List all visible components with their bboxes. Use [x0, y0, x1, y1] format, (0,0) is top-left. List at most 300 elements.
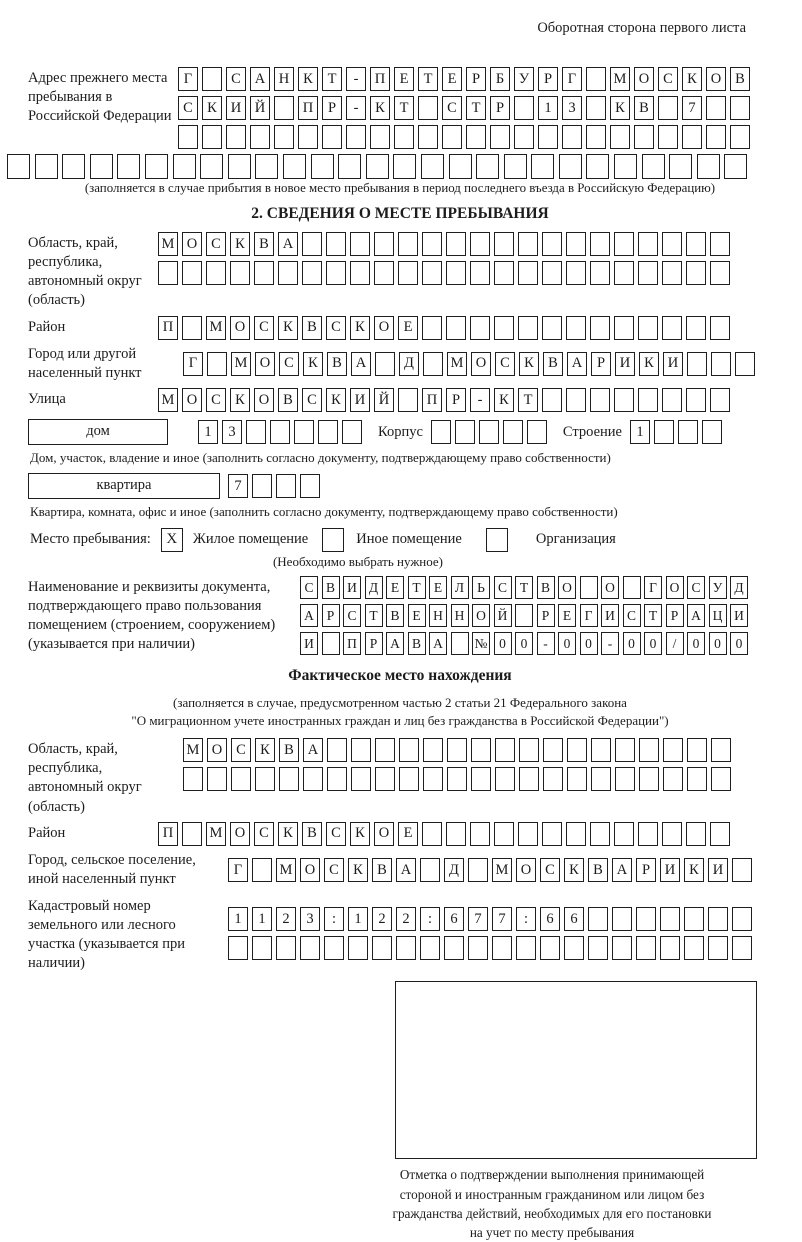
char-cell[interactable]	[423, 738, 443, 762]
char-cell[interactable]	[678, 420, 698, 444]
char-cell[interactable]: С	[231, 738, 251, 762]
char-cell[interactable]	[255, 767, 275, 791]
char-cell[interactable]	[586, 67, 606, 91]
char-cell[interactable]	[178, 125, 198, 149]
char-cell[interactable]	[503, 420, 523, 444]
char-cell[interactable]	[303, 767, 323, 791]
char-cell[interactable]	[494, 316, 514, 340]
char-cell[interactable]: О	[207, 738, 227, 762]
char-cell[interactable]	[470, 232, 490, 256]
char-cell[interactable]	[686, 316, 706, 340]
char-cell[interactable]	[255, 154, 278, 179]
char-cell[interactable]	[614, 316, 634, 340]
char-cell[interactable]	[7, 154, 30, 179]
char-cell[interactable]: 0	[515, 632, 533, 655]
char-cell[interactable]	[145, 154, 168, 179]
char-cell[interactable]	[418, 96, 438, 120]
char-cell[interactable]: Р	[365, 632, 383, 655]
char-cell[interactable]	[686, 232, 706, 256]
char-cell[interactable]: Д	[365, 576, 383, 599]
char-cell[interactable]: 0	[494, 632, 512, 655]
char-cell[interactable]	[663, 738, 683, 762]
char-cell[interactable]	[711, 767, 731, 791]
char-cell[interactable]: Р	[538, 67, 558, 91]
char-cell[interactable]	[375, 738, 395, 762]
char-cell[interactable]	[543, 738, 563, 762]
char-cell[interactable]	[638, 822, 658, 846]
char-cell[interactable]: Е	[398, 822, 418, 846]
char-cell[interactable]: У	[514, 67, 534, 91]
char-cell[interactable]	[207, 352, 227, 376]
char-cell[interactable]	[610, 125, 630, 149]
char-cell[interactable]	[687, 767, 707, 791]
char-cell[interactable]	[614, 261, 634, 285]
char-cell[interactable]: П	[298, 96, 318, 120]
char-cell[interactable]: 1	[198, 420, 218, 444]
char-cell[interactable]: О	[558, 576, 576, 599]
char-cell[interactable]: М	[206, 822, 226, 846]
char-cell[interactable]: К	[348, 858, 368, 882]
char-cell[interactable]: Р	[322, 96, 342, 120]
char-cell[interactable]	[231, 767, 251, 791]
char-cell[interactable]	[446, 822, 466, 846]
char-cell[interactable]	[399, 738, 419, 762]
char-cell[interactable]	[202, 67, 222, 91]
char-cell[interactable]	[326, 261, 346, 285]
char-cell[interactable]	[350, 232, 370, 256]
char-cell[interactable]	[302, 232, 322, 256]
char-cell[interactable]	[724, 154, 747, 179]
char-cell[interactable]: 1	[252, 907, 272, 931]
char-cell[interactable]	[324, 936, 344, 960]
char-cell[interactable]	[588, 907, 608, 931]
char-cell[interactable]	[495, 767, 515, 791]
char-cell[interactable]	[423, 352, 443, 376]
char-cell[interactable]: П	[158, 316, 178, 340]
char-cell[interactable]: Р	[537, 604, 555, 627]
char-cell[interactable]: К	[684, 858, 704, 882]
char-cell[interactable]	[490, 125, 510, 149]
char-cell[interactable]: М	[206, 316, 226, 340]
char-cell[interactable]	[590, 316, 610, 340]
char-cell[interactable]: В	[322, 576, 340, 599]
char-cell[interactable]	[706, 125, 726, 149]
char-cell[interactable]	[669, 154, 692, 179]
char-cell[interactable]	[566, 232, 586, 256]
char-cell[interactable]: В	[254, 232, 274, 256]
char-cell[interactable]: Р	[636, 858, 656, 882]
char-cell[interactable]: Т	[418, 67, 438, 91]
char-cell[interactable]: В	[327, 352, 347, 376]
char-cell[interactable]	[542, 822, 562, 846]
stay-type-checkbox-residential[interactable]: X	[161, 528, 183, 552]
char-cell[interactable]	[398, 232, 418, 256]
char-cell[interactable]	[654, 420, 674, 444]
char-cell[interactable]	[639, 767, 659, 791]
char-cell[interactable]: Л	[451, 576, 469, 599]
char-cell[interactable]: К	[278, 822, 298, 846]
char-cell[interactable]	[567, 738, 587, 762]
char-cell[interactable]	[566, 822, 586, 846]
char-cell[interactable]: К	[494, 388, 514, 412]
char-cell[interactable]: Г	[644, 576, 662, 599]
char-cell[interactable]: Е	[558, 604, 576, 627]
char-cell[interactable]	[494, 232, 514, 256]
char-cell[interactable]	[708, 936, 728, 960]
char-cell[interactable]	[346, 125, 366, 149]
char-cell[interactable]	[638, 261, 658, 285]
char-cell[interactable]	[322, 632, 340, 655]
char-cell[interactable]	[658, 96, 678, 120]
char-cell[interactable]	[540, 936, 560, 960]
char-cell[interactable]: У	[709, 576, 727, 599]
char-cell[interactable]: А	[303, 738, 323, 762]
char-cell[interactable]	[302, 261, 322, 285]
char-cell[interactable]	[518, 316, 538, 340]
char-cell[interactable]	[542, 232, 562, 256]
char-cell[interactable]	[370, 125, 390, 149]
char-cell[interactable]	[449, 154, 472, 179]
char-cell[interactable]	[662, 316, 682, 340]
char-cell[interactable]: Е	[408, 604, 426, 627]
char-cell[interactable]	[254, 261, 274, 285]
char-cell[interactable]	[711, 738, 731, 762]
char-cell[interactable]	[732, 936, 752, 960]
char-cell[interactable]	[636, 907, 656, 931]
char-cell[interactable]	[730, 125, 750, 149]
char-cell[interactable]: В	[408, 632, 426, 655]
char-cell[interactable]	[351, 767, 371, 791]
char-cell[interactable]	[422, 316, 442, 340]
char-cell[interactable]: К	[350, 316, 370, 340]
char-cell[interactable]	[591, 767, 611, 791]
char-cell[interactable]	[614, 232, 634, 256]
char-cell[interactable]: -	[346, 67, 366, 91]
char-cell[interactable]: Г	[183, 352, 203, 376]
char-cell[interactable]: Т	[518, 388, 538, 412]
char-cell[interactable]	[527, 420, 547, 444]
char-cell[interactable]	[538, 125, 558, 149]
char-cell[interactable]	[298, 125, 318, 149]
char-cell[interactable]: 0	[709, 632, 727, 655]
char-cell[interactable]	[471, 738, 491, 762]
char-cell[interactable]: Т	[408, 576, 426, 599]
char-cell[interactable]: В	[634, 96, 654, 120]
char-cell[interactable]	[252, 936, 272, 960]
char-cell[interactable]: О	[706, 67, 726, 91]
char-cell[interactable]: И	[601, 604, 619, 627]
char-cell[interactable]: М	[492, 858, 512, 882]
char-cell[interactable]: П	[370, 67, 390, 91]
char-cell[interactable]: Н	[451, 604, 469, 627]
char-cell[interactable]	[246, 420, 266, 444]
char-cell[interactable]	[398, 261, 418, 285]
char-cell[interactable]	[274, 125, 294, 149]
char-cell[interactable]	[173, 154, 196, 179]
char-cell[interactable]	[543, 767, 563, 791]
char-cell[interactable]: Е	[386, 576, 404, 599]
char-cell[interactable]: М	[231, 352, 251, 376]
char-cell[interactable]: Г	[178, 67, 198, 91]
char-cell[interactable]: В	[302, 822, 322, 846]
char-cell[interactable]	[374, 261, 394, 285]
char-cell[interactable]: И	[663, 352, 683, 376]
char-cell[interactable]	[442, 125, 462, 149]
char-cell[interactable]	[375, 352, 395, 376]
char-cell[interactable]	[494, 261, 514, 285]
char-cell[interactable]	[638, 316, 658, 340]
char-cell[interactable]: М	[447, 352, 467, 376]
char-cell[interactable]: 7	[682, 96, 702, 120]
char-cell[interactable]	[374, 232, 394, 256]
char-cell[interactable]: :	[324, 907, 344, 931]
stay-type-checkbox-other[interactable]	[322, 528, 344, 552]
char-cell[interactable]	[612, 907, 632, 931]
char-cell[interactable]	[90, 154, 113, 179]
char-cell[interactable]	[542, 388, 562, 412]
char-cell[interactable]: С	[658, 67, 678, 91]
char-cell[interactable]	[684, 907, 704, 931]
char-cell[interactable]	[531, 154, 554, 179]
char-cell[interactable]: К	[202, 96, 222, 120]
char-cell[interactable]: К	[370, 96, 390, 120]
char-cell[interactable]: Е	[398, 316, 418, 340]
char-cell[interactable]: Ц	[709, 604, 727, 627]
char-cell[interactable]	[702, 420, 722, 444]
char-cell[interactable]: О	[182, 388, 202, 412]
char-cell[interactable]	[518, 261, 538, 285]
char-cell[interactable]: С	[206, 232, 226, 256]
stay-type-checkbox-organization[interactable]	[486, 528, 508, 552]
char-cell[interactable]	[327, 738, 347, 762]
char-cell[interactable]	[418, 125, 438, 149]
char-cell[interactable]: 0	[730, 632, 748, 655]
char-cell[interactable]: К	[230, 232, 250, 256]
char-cell[interactable]: О	[230, 316, 250, 340]
char-cell[interactable]	[710, 822, 730, 846]
char-cell[interactable]	[642, 154, 665, 179]
char-cell[interactable]: О	[230, 822, 250, 846]
char-cell[interactable]: В	[537, 576, 555, 599]
char-cell[interactable]: Й	[250, 96, 270, 120]
char-cell[interactable]: И	[708, 858, 728, 882]
char-cell[interactable]: К	[519, 352, 539, 376]
char-cell[interactable]	[697, 154, 720, 179]
char-cell[interactable]	[710, 261, 730, 285]
char-cell[interactable]: Р	[490, 96, 510, 120]
char-cell[interactable]: И	[730, 604, 748, 627]
char-cell[interactable]: Г	[580, 604, 598, 627]
char-cell[interactable]: И	[226, 96, 246, 120]
char-cell[interactable]	[684, 936, 704, 960]
char-cell[interactable]	[446, 232, 466, 256]
char-cell[interactable]	[516, 936, 536, 960]
char-cell[interactable]	[62, 154, 85, 179]
char-cell[interactable]	[393, 154, 416, 179]
char-cell[interactable]	[322, 125, 342, 149]
char-cell[interactable]	[182, 261, 202, 285]
char-cell[interactable]: 2	[396, 907, 416, 931]
char-cell[interactable]: М	[158, 388, 178, 412]
char-cell[interactable]: О	[472, 604, 490, 627]
char-cell[interactable]	[342, 420, 362, 444]
char-cell[interactable]: А	[567, 352, 587, 376]
char-cell[interactable]	[394, 125, 414, 149]
char-cell[interactable]: А	[300, 604, 318, 627]
char-cell[interactable]: К	[350, 822, 370, 846]
char-cell[interactable]	[470, 316, 490, 340]
char-cell[interactable]	[422, 232, 442, 256]
char-cell[interactable]: И	[343, 576, 361, 599]
char-cell[interactable]: И	[660, 858, 680, 882]
char-cell[interactable]: И	[350, 388, 370, 412]
char-cell[interactable]	[515, 604, 533, 627]
char-cell[interactable]	[504, 154, 527, 179]
char-cell[interactable]	[519, 767, 539, 791]
char-cell[interactable]	[614, 822, 634, 846]
char-cell[interactable]	[542, 316, 562, 340]
char-cell[interactable]: С	[279, 352, 299, 376]
char-cell[interactable]	[451, 632, 469, 655]
char-cell[interactable]: К	[326, 388, 346, 412]
char-cell[interactable]	[639, 738, 659, 762]
char-cell[interactable]	[566, 388, 586, 412]
char-cell[interactable]	[590, 232, 610, 256]
char-cell[interactable]	[495, 738, 515, 762]
char-cell[interactable]: В	[372, 858, 392, 882]
char-cell[interactable]	[706, 96, 726, 120]
char-cell[interactable]: Р	[322, 604, 340, 627]
char-cell[interactable]	[735, 352, 755, 376]
char-cell[interactable]	[283, 154, 306, 179]
char-cell[interactable]	[662, 388, 682, 412]
char-cell[interactable]	[431, 420, 451, 444]
char-cell[interactable]: П	[422, 388, 442, 412]
char-cell[interactable]	[612, 936, 632, 960]
char-cell[interactable]: А	[429, 632, 447, 655]
char-cell[interactable]: К	[610, 96, 630, 120]
char-cell[interactable]	[35, 154, 58, 179]
char-cell[interactable]	[663, 767, 683, 791]
char-cell[interactable]	[638, 232, 658, 256]
char-cell[interactable]	[200, 154, 223, 179]
char-cell[interactable]	[730, 96, 750, 120]
char-cell[interactable]: С	[254, 316, 274, 340]
char-cell[interactable]: В	[302, 316, 322, 340]
char-cell[interactable]	[687, 352, 707, 376]
char-cell[interactable]: 1	[348, 907, 368, 931]
char-cell[interactable]	[566, 261, 586, 285]
char-cell[interactable]	[228, 936, 248, 960]
char-cell[interactable]	[250, 125, 270, 149]
char-cell[interactable]	[636, 936, 656, 960]
char-cell[interactable]: Й	[374, 388, 394, 412]
char-cell[interactable]	[447, 738, 467, 762]
char-cell[interactable]: 1	[630, 420, 650, 444]
char-cell[interactable]	[183, 767, 203, 791]
char-cell[interactable]	[567, 767, 587, 791]
char-cell[interactable]	[686, 388, 706, 412]
char-cell[interactable]: О	[601, 576, 619, 599]
char-cell[interactable]	[615, 738, 635, 762]
char-cell[interactable]	[466, 125, 486, 149]
char-cell[interactable]	[580, 576, 598, 599]
char-cell[interactable]: М	[610, 67, 630, 91]
char-cell[interactable]: 2	[276, 907, 296, 931]
char-cell[interactable]	[423, 767, 443, 791]
char-cell[interactable]: А	[396, 858, 416, 882]
char-cell[interactable]	[447, 767, 467, 791]
char-cell[interactable]	[662, 232, 682, 256]
char-cell[interactable]: К	[255, 738, 275, 762]
char-cell[interactable]	[444, 936, 464, 960]
char-cell[interactable]: 0	[580, 632, 598, 655]
char-cell[interactable]	[468, 858, 488, 882]
char-cell[interactable]	[398, 388, 418, 412]
char-cell[interactable]	[586, 154, 609, 179]
char-cell[interactable]: В	[588, 858, 608, 882]
char-cell[interactable]	[662, 822, 682, 846]
char-cell[interactable]	[590, 388, 610, 412]
char-cell[interactable]	[514, 125, 534, 149]
char-cell[interactable]	[590, 261, 610, 285]
char-cell[interactable]	[446, 316, 466, 340]
char-cell[interactable]: Н	[429, 604, 447, 627]
char-cell[interactable]	[327, 767, 347, 791]
char-cell[interactable]: 3	[562, 96, 582, 120]
char-cell[interactable]	[276, 474, 296, 498]
char-cell[interactable]	[226, 125, 246, 149]
char-cell[interactable]: Р	[446, 388, 466, 412]
char-cell[interactable]: О	[300, 858, 320, 882]
char-cell[interactable]	[686, 822, 706, 846]
char-cell[interactable]: С	[302, 388, 322, 412]
char-cell[interactable]: С	[343, 604, 361, 627]
char-cell[interactable]	[638, 388, 658, 412]
char-cell[interactable]: С	[226, 67, 246, 91]
char-cell[interactable]: №	[472, 632, 490, 655]
char-cell[interactable]: В	[543, 352, 563, 376]
char-cell[interactable]: С	[442, 96, 462, 120]
char-cell[interactable]: 7	[228, 474, 248, 498]
char-cell[interactable]	[468, 936, 488, 960]
char-cell[interactable]	[514, 96, 534, 120]
char-cell[interactable]: К	[230, 388, 250, 412]
char-cell[interactable]	[252, 858, 272, 882]
char-cell[interactable]	[366, 154, 389, 179]
char-cell[interactable]: 1	[228, 907, 248, 931]
char-cell[interactable]	[492, 936, 512, 960]
char-cell[interactable]	[660, 936, 680, 960]
char-cell[interactable]: К	[278, 316, 298, 340]
char-cell[interactable]: Т	[394, 96, 414, 120]
char-cell[interactable]	[615, 767, 635, 791]
char-cell[interactable]	[399, 767, 419, 791]
char-cell[interactable]: Ь	[472, 576, 490, 599]
char-cell[interactable]	[586, 125, 606, 149]
char-cell[interactable]: С	[687, 576, 705, 599]
char-cell[interactable]	[420, 858, 440, 882]
char-cell[interactable]	[470, 822, 490, 846]
char-cell[interactable]	[590, 822, 610, 846]
char-cell[interactable]	[658, 125, 678, 149]
char-cell[interactable]	[614, 388, 634, 412]
char-cell[interactable]	[318, 420, 338, 444]
char-cell[interactable]: С	[300, 576, 318, 599]
char-cell[interactable]	[300, 936, 320, 960]
char-cell[interactable]	[351, 738, 371, 762]
char-cell[interactable]: С	[623, 604, 641, 627]
